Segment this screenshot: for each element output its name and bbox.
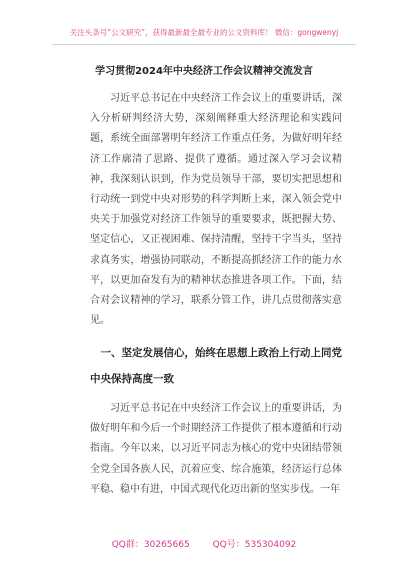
banner-divider	[52, 44, 356, 45]
section-heading: 一、坚定发展信心，始终在思想上政治上行动上同党中央保持高度一致	[90, 347, 342, 385]
intro-paragraph: 习近平总书记在中央经济工作会议上的重要讲话，深入分析研判经济大势，深刻阐释重大经济理论和实践问题，系统全面部署明年经济工作重点任务，为做好明年经济工作廓清了思路、提供了遵循。通过深入学习会议精神，我深刻认识到，作为党员领导干部，要切实把思想和行动统一到党中央对形势的科学判断上来，深入领会党中央关于加强党对经济工作领导的重要要求，既把握大势、坚定信心，又正视困难、保持清醒，坚持干字当头，坚持求真务实，增强协同联动，不断提高抓经济工作的能力水平，以更加奋发有为的精神状态推进各项工作。下面，结合对会议精神的学习，联系分管工作，讲几点贯彻落实意见。	[90, 93, 342, 327]
footer-contact	[0, 537, 408, 550]
top-banner: 关注头条号“公文研究”，获得最新最全最专业的公文资料库！ 微信：gongwenyj	[69, 28, 339, 37]
footer-qq-group: QQ群：30265665	[111, 540, 190, 550]
document-title: 学习贯彻2024年中央经济工作会议精神交流发言	[95, 66, 313, 77]
section-paragraph: 习近平总书记在中央经济工作会议上的重要讲话，为做好明年和今后一个时期经济工作提供了根本遵循和行动指南。今年以来，以习近平同志为核心的党中央团结带领全党全国各族人民，沉着应变、综合施策，经济运行总体平稳、稳中有进，中国式现代化迈出新的坚实步伐。一年	[90, 403, 342, 495]
footer-qq-number: QQ号：535304092	[212, 540, 297, 550]
